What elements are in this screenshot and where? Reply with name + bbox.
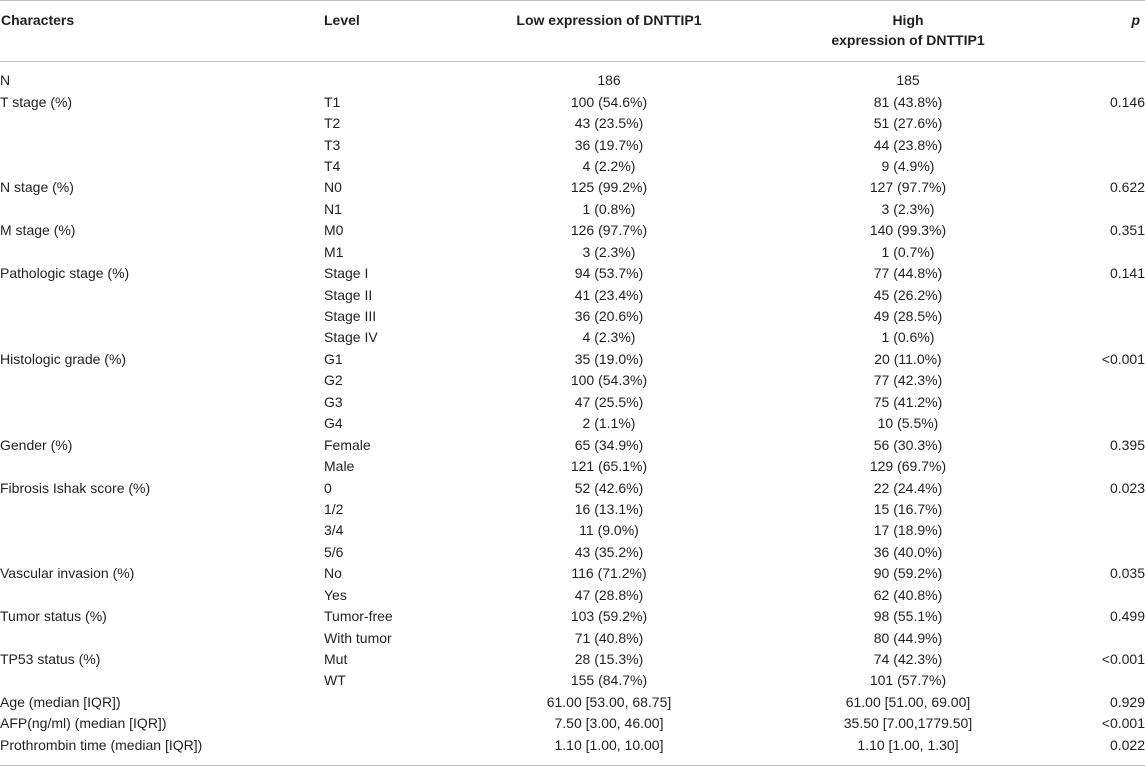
- cell-p-value: [1092, 242, 1145, 263]
- cell-p-value: [1092, 627, 1145, 648]
- cell-characteristic: [0, 156, 324, 177]
- cell-characteristic: [0, 520, 324, 541]
- table-row: [0, 91, 1145, 112]
- top-rule: [0, 0, 1145, 1]
- cell-level: 3/4: [324, 522, 344, 539]
- cell-low-expression: 3 (2.3%): [582, 243, 636, 260]
- cell-level: [324, 70, 494, 91]
- cell-low-expression: 1.10 [1.00, 10.00]: [554, 736, 664, 753]
- cell-level: [324, 713, 494, 734]
- cell-level: T3: [324, 136, 341, 153]
- cell-level: G3: [324, 393, 343, 410]
- cell-p-value: 0.929: [1109, 693, 1145, 710]
- cell-p-value: [1092, 113, 1145, 134]
- cell-characteristic: [0, 199, 324, 220]
- header-level: Level: [324, 12, 360, 28]
- cell-level: [324, 735, 494, 756]
- header-low-expression: Low expression of DNTTIP1: [516, 12, 702, 28]
- cell-p-value: [1092, 70, 1145, 91]
- cell-level: T1: [324, 93, 341, 110]
- cell-high-expression: 56 (30.3%): [873, 436, 943, 453]
- cell-characteristic: Tumor status (%): [0, 608, 107, 625]
- table-row: [0, 670, 1145, 691]
- cell-low-expression: 11 (9.0%): [579, 522, 639, 539]
- cell-high-expression: 20 (11.0%): [874, 350, 942, 367]
- cell-low-expression: 36 (20.6%): [574, 308, 644, 325]
- cell-characteristic: M stage (%): [0, 222, 76, 239]
- cell-level: 0: [324, 479, 332, 496]
- cell-high-expression: 45 (26.2%): [873, 286, 943, 303]
- cell-high-expression: 17 (18.9%): [873, 522, 943, 539]
- cell-characteristic: Histologic grade (%): [0, 350, 127, 367]
- cell-low-expression: 43 (23.5%): [574, 115, 644, 132]
- cell-low-expression: 7.50 [3.00, 46.00]: [554, 715, 664, 732]
- cell-level: N0: [324, 179, 342, 196]
- cell-low-expression: 121 (65.1%): [570, 458, 648, 475]
- data-table: [0, 70, 1145, 756]
- cell-high-expression: 10 (5.5%): [877, 415, 939, 432]
- table-row: [0, 456, 1145, 477]
- cell-high-expression: 49 (28.5%): [873, 308, 943, 325]
- cell-characteristic: Age (median [IQR]): [0, 693, 121, 710]
- cell-low-expression: 52 (42.6%): [574, 479, 644, 496]
- cell-level: 1/2: [324, 500, 344, 517]
- table-row: [0, 113, 1145, 134]
- cell-p-value: [1092, 199, 1145, 220]
- cell-level: Male: [324, 458, 355, 475]
- cell-level: M0: [324, 222, 344, 239]
- header-characters: Characters: [1, 12, 75, 28]
- cell-p-value: 0.023: [1109, 479, 1145, 496]
- cell-characteristic: Gender (%): [0, 436, 73, 453]
- cell-characteristic: Prothrombin time (median [IQR]): [0, 736, 203, 753]
- table-row: [0, 199, 1145, 220]
- table-row: [0, 434, 1145, 455]
- cell-high-expression: 9 (4.9%): [881, 157, 935, 174]
- cell-p-value: [1092, 134, 1145, 155]
- cell-high-expression: 77 (44.8%): [873, 265, 943, 282]
- cell-characteristic: N stage (%): [0, 179, 74, 196]
- cell-level: G4: [324, 415, 343, 432]
- cell-level: M1: [324, 243, 344, 260]
- cell-high-expression: 127 (97.7%): [869, 179, 947, 196]
- cell-low-expression: 43 (35.2%): [574, 543, 644, 560]
- cell-high-expression: 61.00 [51.00, 69.00]: [845, 693, 971, 710]
- cell-p-value: [1092, 370, 1145, 391]
- cell-p-value: 0.622: [1109, 179, 1145, 196]
- cell-p-value: [1092, 670, 1145, 691]
- cell-level: Female: [324, 436, 371, 453]
- cell-high-expression: 80 (44.9%): [873, 629, 943, 646]
- cell-p-value: 0.035: [1109, 565, 1145, 582]
- table-row: [0, 134, 1145, 155]
- table-body: [0, 70, 1145, 756]
- cell-high-expression: 1 (0.7%): [881, 243, 935, 260]
- cell-high-expression: 22 (24.4%): [873, 479, 943, 496]
- cell-high-expression: 81 (43.8%): [873, 93, 943, 110]
- header-high-line1: High: [892, 12, 924, 28]
- cell-p-value: 0.499: [1109, 608, 1145, 625]
- cell-level: [324, 692, 494, 713]
- cell-level: Yes: [324, 586, 347, 603]
- cell-low-expression: 47 (28.8%): [574, 586, 644, 603]
- cell-high-expression: 15 (16.7%): [873, 500, 943, 517]
- table-row: [0, 713, 1145, 734]
- cell-p-value: 0.146: [1109, 93, 1145, 110]
- cell-low-expression: 100 (54.6%): [570, 93, 648, 110]
- cell-characteristic: Pathologic stage (%): [0, 265, 130, 282]
- cell-p-value: [1092, 156, 1145, 177]
- table-row: [0, 177, 1145, 198]
- cell-high-expression: 101 (57.7%): [869, 672, 947, 689]
- cell-high-expression: 1.10 [1.00, 1.30]: [857, 736, 959, 753]
- cell-high-expression: 77 (42.3%): [873, 372, 943, 389]
- cell-p-value: <0.001: [1101, 350, 1145, 367]
- cell-low-expression: 28 (15.3%): [574, 651, 644, 668]
- cell-p-value: [1092, 284, 1145, 305]
- cell-level: WT: [324, 672, 346, 689]
- cell-characteristic: T stage (%): [0, 93, 73, 110]
- cell-low-expression: 94 (53.7%): [574, 265, 644, 282]
- table-row: [0, 477, 1145, 498]
- table-row: [0, 563, 1145, 584]
- table-row: [0, 242, 1145, 263]
- table-row: [0, 413, 1145, 434]
- cell-low-expression: 16 (13.1%): [574, 500, 644, 517]
- table-row: [0, 306, 1145, 327]
- cell-p-value: [1092, 542, 1145, 563]
- cell-p-value: [1092, 413, 1145, 434]
- cell-high-expression: 140 (99.3%): [869, 222, 947, 239]
- cell-low-expression: 4 (2.3%): [582, 329, 636, 346]
- cell-level: T2: [324, 115, 341, 132]
- cell-level: Tumor-free: [324, 608, 393, 625]
- cell-high-expression: 98 (55.1%): [873, 608, 943, 625]
- cell-low-expression: 126 (97.7%): [570, 222, 648, 239]
- cell-low-expression: 116 (71.2%): [571, 565, 647, 582]
- cell-high-expression: 44 (23.8%): [873, 136, 943, 153]
- cell-low-expression: 65 (34.9%): [574, 436, 644, 453]
- table-row: [0, 392, 1145, 413]
- cell-level: N1: [324, 200, 342, 217]
- cell-p-value: [1092, 306, 1145, 327]
- cell-characteristic: [0, 134, 324, 155]
- cell-characteristic: [0, 456, 324, 477]
- table-row: [0, 606, 1145, 627]
- table-row: [0, 692, 1145, 713]
- cell-p-value: 0.141: [1109, 265, 1145, 282]
- cell-p-value: [1092, 392, 1145, 413]
- cell-characteristic: [0, 670, 324, 691]
- cell-low-expression: 1 (0.8%): [582, 200, 636, 217]
- cell-p-value: <0.001: [1101, 651, 1145, 668]
- cell-low-expression: 103 (59.2%): [570, 608, 648, 625]
- cell-low-expression: 61.00 [53.00, 68.75]: [546, 693, 672, 710]
- cell-high-expression: 129 (69.7%): [869, 458, 947, 475]
- cell-high-expression: 51 (27.6%): [873, 115, 943, 132]
- cell-low-expression: 71 (40.8%): [574, 629, 644, 646]
- cell-p-value: [1092, 327, 1145, 348]
- table-row: [0, 735, 1145, 756]
- cell-characteristic: [0, 627, 324, 648]
- cell-p-value: 0.395: [1109, 436, 1145, 453]
- cell-p-value: <0.001: [1101, 715, 1145, 732]
- cell-p-value: [1092, 585, 1145, 606]
- header-rule: [0, 61, 1145, 62]
- cell-p-value: 0.022: [1109, 736, 1145, 753]
- cell-level: With tumor: [324, 629, 392, 646]
- table-row: [0, 585, 1145, 606]
- cell-characteristic: [0, 306, 324, 327]
- cell-level: Stage II: [324, 286, 373, 303]
- cell-characteristic: [0, 392, 324, 413]
- cell-p-value: [1092, 520, 1145, 541]
- table-row: [0, 327, 1145, 348]
- cell-level: Stage IV: [324, 329, 378, 346]
- cell-low-expression: 47 (25.5%): [574, 393, 644, 410]
- table-row: [0, 220, 1145, 241]
- cell-high-expression: 74 (42.3%): [873, 651, 943, 668]
- cell-high-expression: 185: [896, 72, 920, 89]
- table-row: [0, 499, 1145, 520]
- cell-high-expression: 1 (0.6%): [881, 329, 935, 346]
- header-p-value: p: [1131, 12, 1140, 28]
- cell-level: G1: [324, 350, 343, 367]
- cell-characteristic: [0, 242, 324, 263]
- cell-p-value: [1092, 456, 1145, 477]
- cell-characteristic: [0, 585, 324, 606]
- cell-characteristic: [0, 327, 324, 348]
- header-high-line2: expression of DNTTIP1: [831, 32, 985, 48]
- cell-low-expression: 35 (19.0%): [574, 350, 644, 367]
- cell-characteristic: [0, 499, 324, 520]
- cell-low-expression: 100 (54.3%): [570, 372, 648, 389]
- cell-characteristic: [0, 113, 324, 134]
- table-row: [0, 70, 1145, 91]
- cell-characteristic: Vascular invasion (%): [0, 565, 135, 582]
- cell-high-expression: 90 (59.2%): [873, 565, 943, 582]
- table-row: [0, 370, 1145, 391]
- cell-low-expression: 2 (1.1%): [582, 415, 636, 432]
- table-row: [0, 156, 1145, 177]
- cell-low-expression: 186: [597, 72, 621, 89]
- header-high-expression: [818, 10, 998, 50]
- cell-level: G2: [324, 372, 343, 389]
- table-row: [0, 649, 1145, 670]
- cell-level: Stage I: [324, 265, 369, 282]
- cell-characteristic: TP53 status (%): [0, 651, 101, 668]
- table-row: [0, 542, 1145, 563]
- cell-level: 5/6: [324, 543, 344, 560]
- cell-low-expression: 125 (99.2%): [570, 179, 648, 196]
- cell-characteristic: [0, 542, 324, 563]
- table-row: [0, 263, 1145, 284]
- cell-high-expression: 62 (40.8%): [873, 586, 943, 603]
- cell-p-value: [1092, 499, 1145, 520]
- table-row: [0, 627, 1145, 648]
- cell-high-expression: 36 (40.0%): [873, 543, 943, 560]
- cell-high-expression: 75 (41.2%): [873, 393, 943, 410]
- cell-low-expression: 36 (19.7%): [574, 136, 644, 153]
- cell-characteristic: [0, 284, 324, 305]
- cell-high-expression: 35.50 [7.00,1779.50]: [843, 715, 973, 732]
- cell-characteristic: [0, 370, 324, 391]
- cell-characteristic: N: [0, 72, 11, 89]
- cell-characteristic: AFP(ng/ml) (median [IQR]): [0, 715, 167, 732]
- cell-level: T4: [324, 157, 341, 174]
- cell-low-expression: 155 (84.7%): [570, 672, 648, 689]
- cell-high-expression: 3 (2.3%): [881, 200, 935, 217]
- cell-level: Mut: [324, 651, 348, 668]
- cell-low-expression: 4 (2.2%): [582, 157, 636, 174]
- cell-level: No: [324, 565, 342, 582]
- table-row: [0, 520, 1145, 541]
- cell-characteristic: Fibrosis Ishak score (%): [0, 479, 151, 496]
- cell-level: Stage III: [324, 308, 377, 325]
- table-row: [0, 349, 1145, 370]
- table-row: [0, 284, 1145, 305]
- cell-low-expression: 41 (23.4%): [574, 286, 644, 303]
- cell-p-value: 0.351: [1109, 222, 1145, 239]
- cell-characteristic: [0, 413, 324, 434]
